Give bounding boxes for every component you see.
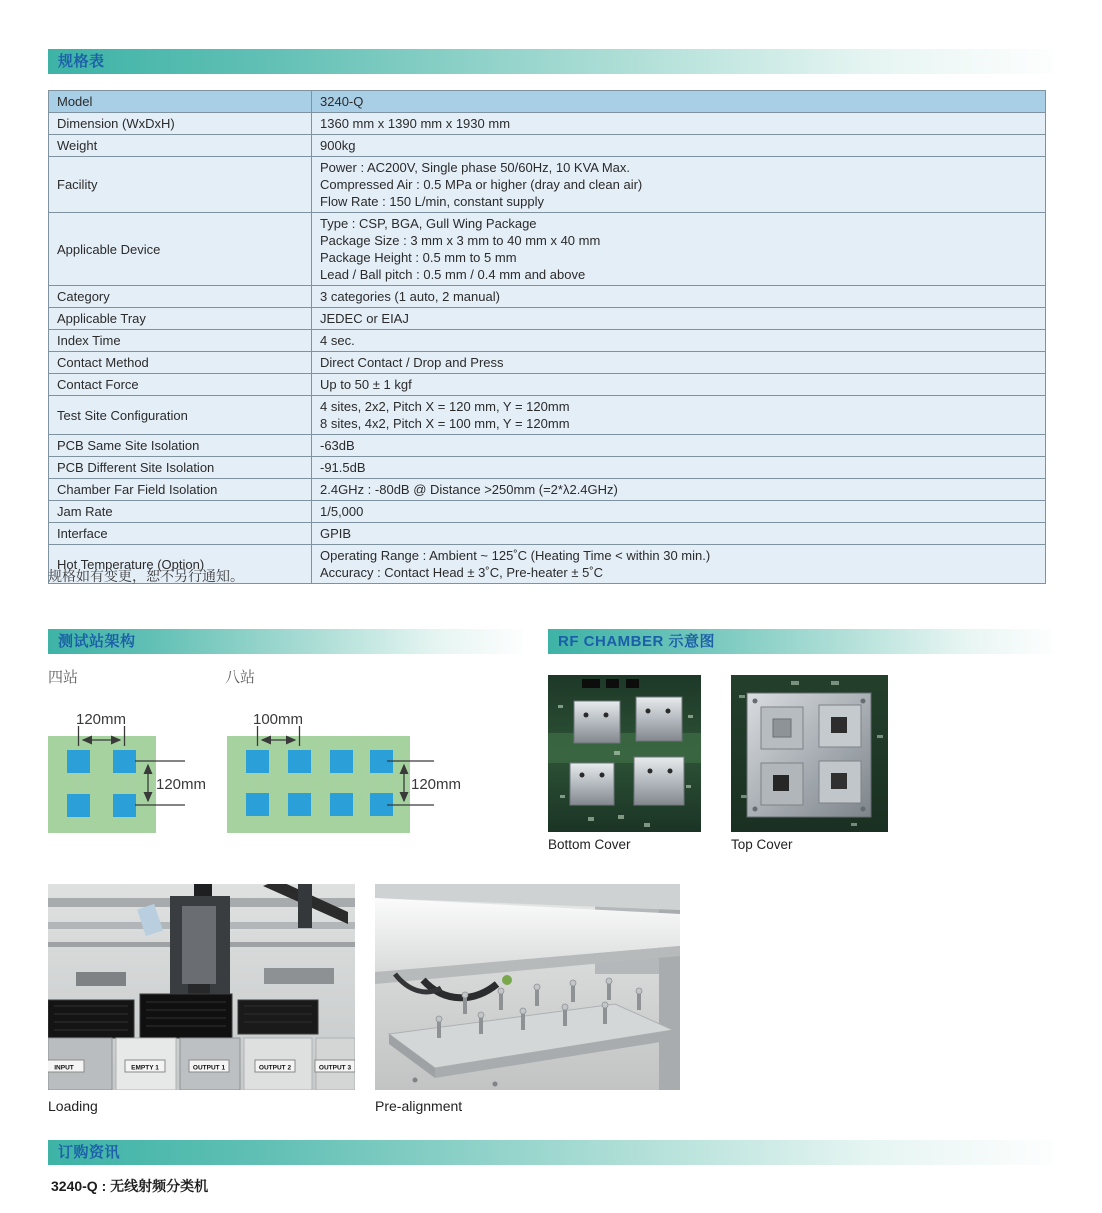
bin-label-text: OUTPUT 3 bbox=[318, 1064, 352, 1072]
spec-row-value: Type : CSP, BGA, Gull Wing Package Package Size : 3 mm x 3 mm to 40 mm x 40 mm Package Height : 0.5 mm to 5 mm Lead / Ball pitch : 0.5 mm / 0.4 mm and above bbox=[312, 213, 1046, 286]
spec-table-row bbox=[49, 91, 1046, 113]
pitch-x-label: 100mm bbox=[252, 711, 304, 728]
top-cover-caption: Top Cover bbox=[731, 837, 793, 852]
test-site-square bbox=[113, 794, 136, 817]
spec-row-label: Hot Temperature (Option) bbox=[49, 545, 312, 584]
spec-row-value: 2.4GHz : -80dB @ Distance >250mm (=2*λ2.4GHz) bbox=[312, 479, 1046, 501]
test-site-square bbox=[246, 793, 269, 816]
spec-row-value: 4 sec. bbox=[312, 330, 1046, 352]
order-item: 3240-Q : 无线射频分类机 bbox=[51, 1178, 209, 1194]
spec-row-label: PCB Same Site Isolation bbox=[49, 435, 312, 457]
spec-row-value: GPIB bbox=[312, 523, 1046, 545]
pitch-x-label: 120mm bbox=[75, 711, 127, 728]
spec-row-value: Up to 50 ± 1 kgf bbox=[312, 374, 1046, 396]
spec-table-row bbox=[49, 435, 1046, 457]
bin-label-text: EMPTY 1 bbox=[131, 1064, 159, 1072]
spec-row-value: 1/5,000 bbox=[312, 501, 1046, 523]
test-site-square bbox=[330, 793, 353, 816]
test-site-square bbox=[330, 750, 353, 773]
bottom-cover-photo bbox=[548, 675, 701, 832]
spec-table-row bbox=[49, 523, 1046, 545]
spec-section-title: 规格表 bbox=[58, 53, 105, 70]
four-station-diagram bbox=[48, 700, 223, 840]
bin-label-text: INPUT bbox=[54, 1064, 74, 1072]
loading-photo bbox=[48, 884, 355, 1090]
four-station-board bbox=[48, 736, 156, 833]
spec-row-label: Weight bbox=[49, 135, 312, 157]
spec-row-value: JEDEC or EIAJ bbox=[312, 308, 1046, 330]
order-section-title: 订购资讯 bbox=[58, 1144, 121, 1161]
top-cover-photo bbox=[731, 675, 888, 832]
spec-row-label: Chamber Far Field Isolation bbox=[49, 479, 312, 501]
spec-table-row bbox=[49, 374, 1046, 396]
pitch-y-label: 120mm bbox=[156, 776, 207, 793]
spec-table-row bbox=[49, 113, 1046, 135]
spec-row-label: Applicable Tray bbox=[49, 308, 312, 330]
spec-note: 规格如有变更，恕不另行通知。 bbox=[48, 568, 244, 584]
pre-alignment-caption: Pre-alignment bbox=[375, 1098, 463, 1114]
tray-area bbox=[48, 994, 318, 1038]
spec-row-label: Interface bbox=[49, 523, 312, 545]
test-site-square bbox=[67, 794, 90, 817]
bin-label-text: OUTPUT 2 bbox=[258, 1064, 292, 1072]
spec-row-label: Dimension (WxDxH) bbox=[49, 113, 312, 135]
spec-table-row bbox=[49, 457, 1046, 479]
spec-table-row bbox=[49, 286, 1046, 308]
spec-row-label: Contact Method bbox=[49, 352, 312, 374]
rf-chamber-section-title: RF CHAMBER 示意图 bbox=[558, 633, 715, 650]
spec-row-label: PCB Different Site Isolation bbox=[49, 457, 312, 479]
spec-row-value: 3240-Q bbox=[312, 91, 1046, 113]
spec-table-row bbox=[49, 157, 1046, 213]
spec-table bbox=[48, 90, 1046, 584]
eight-station-label: 八站 bbox=[225, 669, 256, 686]
test-station-section-header bbox=[48, 629, 523, 654]
spec-row-value: 4 sites, 2x2, Pitch X = 120 mm, Y = 120mm 8 sites, 4x2, Pitch X = 100 mm, Y = 120mm bbox=[312, 396, 1046, 435]
spec-row-label: Test Site Configuration bbox=[49, 396, 312, 435]
spec-row-label: Category bbox=[49, 286, 312, 308]
spec-row-value: Direct Contact / Drop and Press bbox=[312, 352, 1046, 374]
spec-row-value: Power : AC200V, Single phase 50/60Hz, 10 KVA Max. Compressed Air : 0.5 MPa or higher (dray and clean air) Flow Rate : 150 L/min, constant supply bbox=[312, 157, 1046, 213]
bin-label-text: OUTPUT 1 bbox=[192, 1064, 226, 1072]
spec-row-value: -63dB bbox=[312, 435, 1046, 457]
test-site-square bbox=[288, 793, 311, 816]
four-station-label: 四站 bbox=[48, 669, 79, 686]
spec-row-value: 900kg bbox=[312, 135, 1046, 157]
spec-table-row bbox=[49, 501, 1046, 523]
pitch-y-label: 120mm bbox=[411, 776, 462, 793]
spec-row-label: Jam Rate bbox=[49, 501, 312, 523]
spec-table-row bbox=[49, 479, 1046, 501]
spec-row-label: Model bbox=[49, 91, 312, 113]
test-site-square bbox=[67, 750, 90, 773]
spec-table-row bbox=[49, 135, 1046, 157]
spec-row-label: Applicable Device bbox=[49, 213, 312, 286]
spec-row-label: Contact Force bbox=[49, 374, 312, 396]
test-station-section-title: 测试站架构 bbox=[58, 633, 136, 650]
test-site-square bbox=[246, 750, 269, 773]
test-site-square bbox=[288, 750, 311, 773]
spec-table-row bbox=[49, 308, 1046, 330]
spec-row-label: Facility bbox=[49, 157, 312, 213]
spec-row-value: Operating Range : Ambient ~ 125˚C (Heating Time < within 30 min.) Accuracy : Contact Head ± 3˚C, Pre-heater ± 5˚C bbox=[312, 545, 1046, 584]
order-section-header bbox=[48, 1140, 1054, 1165]
spec-row-value: -91.5dB bbox=[312, 457, 1046, 479]
spec-table-row bbox=[49, 213, 1046, 286]
spec-table-row bbox=[49, 396, 1046, 435]
eight-station-diagram bbox=[227, 700, 477, 840]
test-site-square bbox=[113, 750, 136, 773]
spec-table-row bbox=[49, 330, 1046, 352]
loading-caption: Loading bbox=[48, 1098, 98, 1114]
bottom-cover-caption: Bottom Cover bbox=[548, 837, 631, 852]
spec-row-label: Index Time bbox=[49, 330, 312, 352]
spec-row-value: 1360 mm x 1390 mm x 1930 mm bbox=[312, 113, 1046, 135]
pre-alignment-photo bbox=[375, 884, 680, 1090]
spec-table-row bbox=[49, 352, 1046, 374]
spec-row-value: 3 categories (1 auto, 2 manual) bbox=[312, 286, 1046, 308]
spec-section-header bbox=[48, 49, 1054, 74]
rf-chamber-section-header bbox=[548, 629, 1053, 654]
